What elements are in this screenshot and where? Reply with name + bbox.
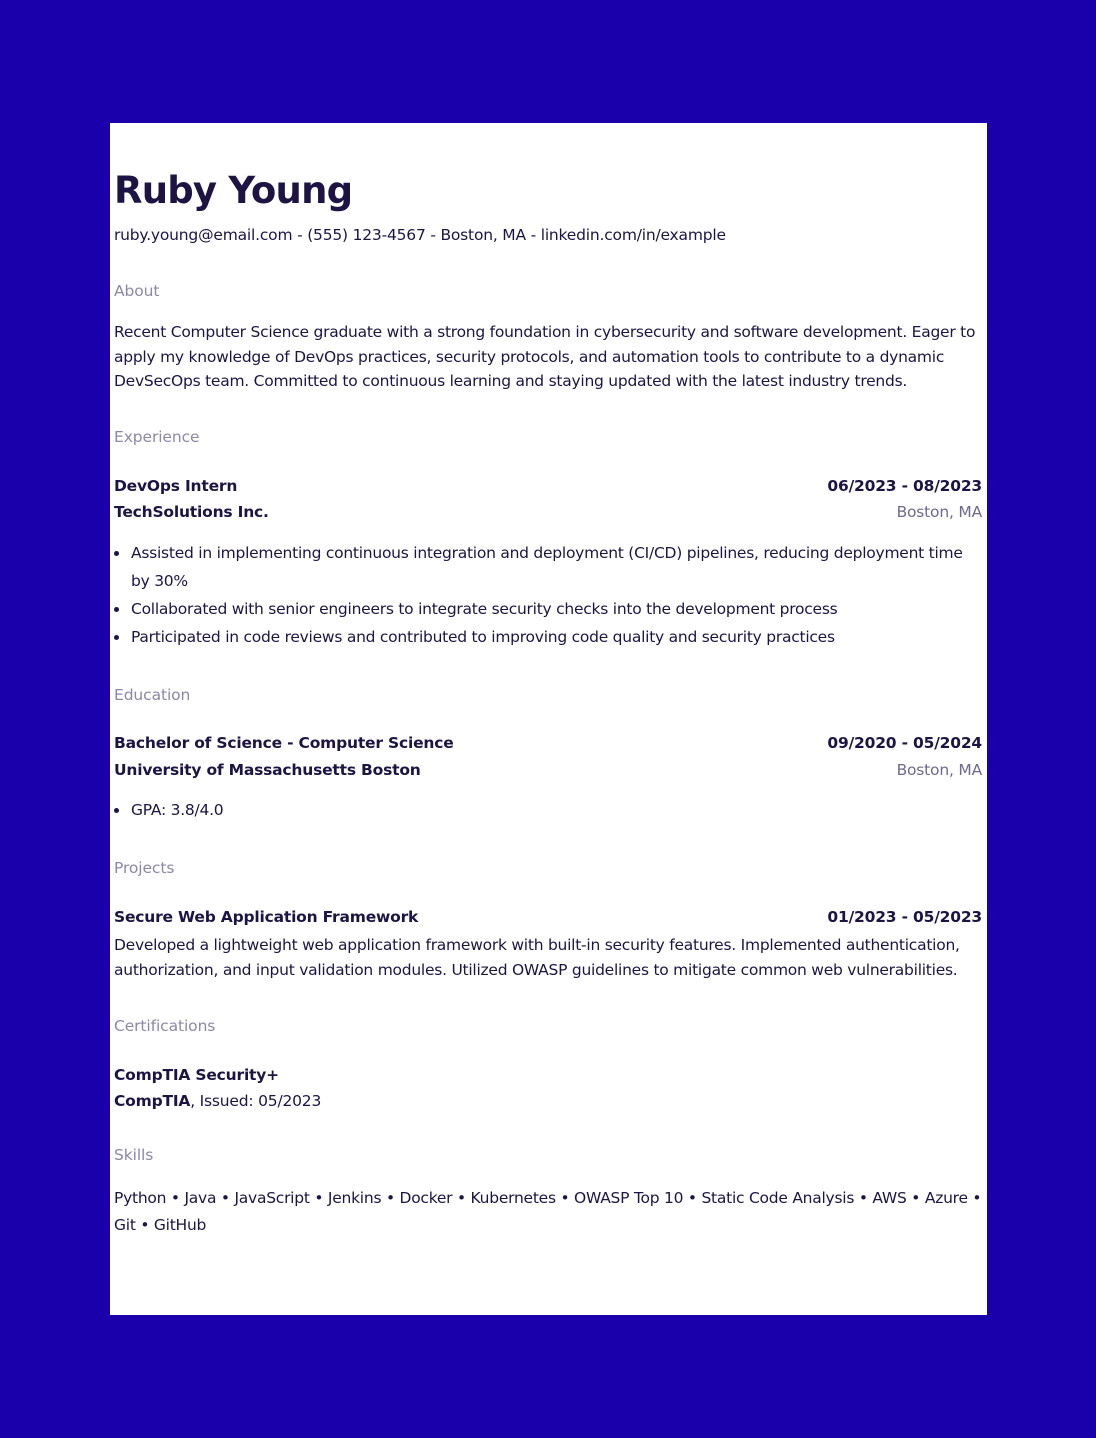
bullet-text: Assisted in implementing continuous integration and deployment (CI/CD) pipelines, reducing deployment time by 30% xyxy=(131,544,963,590)
job-location: Boston, MA xyxy=(896,503,982,521)
job-title: DevOps Intern xyxy=(114,477,238,495)
list-item xyxy=(114,623,982,651)
education-school-row xyxy=(114,758,982,782)
about-text: Recent Computer Science graduate with a strong foundation in cybersecurity and software development. Eager to apply my knowledge of DevOps practices, security protocols, and automation tools to contribute to a dynamic DevSecOps team. Committed to continuous learning and staying updated with the latest industry trends. xyxy=(114,323,976,390)
bullet-dot xyxy=(114,808,119,813)
certification-name: CompTIA Security+ xyxy=(114,1066,279,1084)
about-heading: About xyxy=(114,282,160,300)
list-item xyxy=(114,595,982,623)
candidate-name: Ruby Young xyxy=(114,169,353,212)
bullet-text: GPA: 3.8/4.0 xyxy=(131,801,224,819)
list-item xyxy=(114,796,982,824)
list-item xyxy=(114,539,982,595)
bullet-dot xyxy=(114,551,119,556)
experience-heading: Experience xyxy=(114,428,200,446)
projects-heading: Projects xyxy=(114,859,175,877)
degree-title: Bachelor of Science - Computer Science xyxy=(114,734,454,752)
job-company: TechSolutions Inc. xyxy=(114,503,269,521)
job-dates: 06/2023 - 08/2023 xyxy=(827,477,982,495)
certification-name-row xyxy=(114,1063,982,1087)
school-location: Boston, MA xyxy=(896,761,982,779)
certification-issuer: CompTIA xyxy=(114,1092,191,1110)
education-degree-row xyxy=(114,731,982,755)
certification-issuer-row xyxy=(114,1089,982,1113)
education-heading: Education xyxy=(114,686,191,704)
degree-dates: 09/2020 - 05/2024 xyxy=(827,734,982,752)
certifications-heading: Certifications xyxy=(114,1017,216,1035)
certification-issuer-line xyxy=(114,1089,321,1113)
certification-issued: , Issued: 05/2023 xyxy=(190,1092,322,1110)
education-bullets xyxy=(114,796,982,824)
project-title: Secure Web Application Framework xyxy=(114,908,419,926)
school-name: University of Massachusetts Boston xyxy=(114,761,421,779)
project-title-row xyxy=(114,905,982,929)
experience-company-row xyxy=(114,500,982,524)
bullet-dot xyxy=(114,635,119,640)
bullet-text: Collaborated with senior engineers to integrate security checks into the development process xyxy=(131,600,838,618)
skills-list: Python • Java • JavaScript • Jenkins • Docker • Kubernetes • OWASP Top 10 • Static Code Analysis • AWS • Azure • Git • GitHub xyxy=(114,1189,982,1234)
experience-title-row xyxy=(114,474,982,498)
contact-line: ruby.young@email.com - (555) 123-4567 - Boston, MA - linkedin.com/in/example xyxy=(114,226,726,244)
project-dates: 01/2023 - 05/2023 xyxy=(827,908,982,926)
bullet-dot xyxy=(114,607,119,612)
resume-page xyxy=(110,123,987,1315)
project-description: Developed a lightweight web application framework with built-in security features. Implemented authentication, authorization, and input validation modules. Utilized OWASP guidelines to mitigate common web vulnerabilities. xyxy=(114,936,960,979)
experience-bullets xyxy=(114,539,982,651)
bullet-text: Participated in code reviews and contributed to improving code quality and security practices xyxy=(131,628,835,646)
skills-heading: Skills xyxy=(114,1146,154,1164)
